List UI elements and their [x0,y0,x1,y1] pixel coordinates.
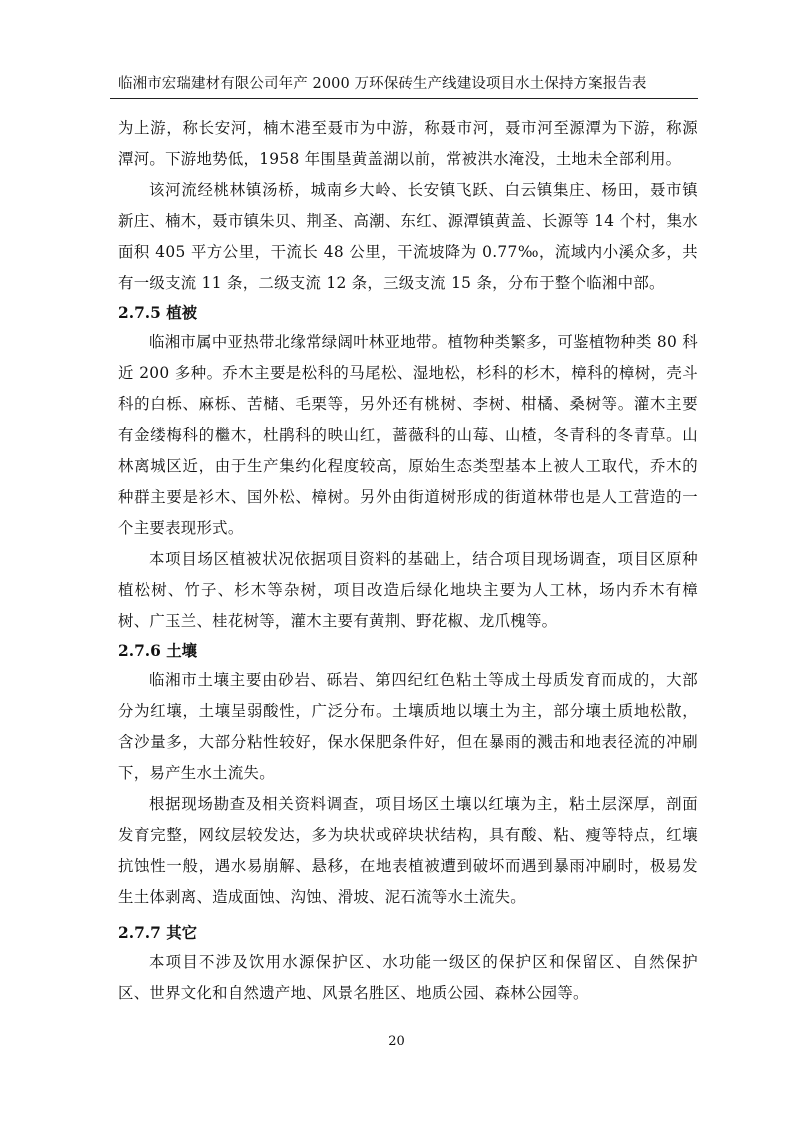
page-number: 20 [388,1034,405,1049]
paragraph-soil-regional: 临湘市土壤主要由砂岩、砾岩、第四纪红色粘土等成土母质发育而成的，大部分为红壤，土壤呈弱酸性，广泛分布。土壤质地以壤土为主，部分壤土质地松散，含沙量多，大部分粘性较好，保水保肥条件好，但在暴雨的溅击和地表径流的冲刷下，易产生水土流失。 [118,671,698,782]
paragraph-river-continued: 为上游，称长安河，楠木港至聂市为中游，称聂市河，聂市河至源潭为下游，称源潭河。下游地势低，1958 年围垦黄盖湖以前，常被洪水淹没，土地未全部利用。 [118,119,698,168]
section-heading-soil: 2.7.6 土壤 [118,642,197,660]
paragraph-vegetation-site: 本项目场区植被状况依据项目资料的基础上，结合项目现场调查，项目区原种植松树、竹子、杉木等杂树，项目改造后绿化地块主要为人工林，场内乔木有樟树、广玉兰、桂花树等，灌木主要有黄荆、野花椒、龙爪槐等。 [118,550,698,630]
section-heading-vegetation: 2.7.5 植被 [118,304,197,322]
document-body [118,113,698,1009]
paragraph-soil-site: 根据现场勘查及相关资料调查，项目场区土壤以红壤为主，粘土层深厚，剖面发育完整，网纹层较发达，多为块状或碎块状结构，具有酸、粘、瘦等特点，红壤抗蚀性一般，遇水易崩解、悬移，在地表植被遭到破坏而遇到暴雨冲刷时，极易发生土体剥离、造成面蚀、沟蚀、滑坡、泥石流等水土流失。 [118,795,698,906]
paragraph-other: 本项目不涉及饮用水源保护区、水功能一级区的保护区和保留区、自然保护区、世界文化和自然遗产地、风景名胜区、地质公园、森林公园等。 [118,953,698,1002]
paragraph-river-basin: 该河流经桃林镇汤桥，城南乡大岭、长安镇飞跃、白云镇集庄、杨田，聂市镇新庄、楠木，聂市镇朱贝、荆圣、高潮、东红、源潭镇黄盖、长源等 14 个村，集水面积 405 平方公里，干流长 48 公里，干流坡降为 0.77‰，流域内小溪众多，共有一级支流 11 条，二级支流 12 条，三级支流 15 条，分布于整个临湘中部。 [118,181,698,292]
running-header: 临湘市宏瑞建材有限公司年产 2000 万环保砖生产线建设项目水土保持方案报告表 [118,76,647,92]
header-divider [110,98,698,99]
section-heading-other: 2.7.7 其它 [118,924,197,942]
paragraph-vegetation-regional: 临湘市属中亚热带北缘常绿阔叶林亚地带。植物种类繁多，可鉴植物种类 80 科近 200 多种。乔木主要是松科的马尾松、湿地松，杉科的杉木，樟科的樟树，壳斗科的白栎、麻栎、苦槠、毛栗等，另外还有桃树、李树、柑橘、桑树等。灌木主要有金缕梅科的檵木，杜鹃科的映山红，蔷薇科的山莓、山楂，冬青科的冬青草。山林离城区近，由于生产集约化程度较高，原始生态类型基本上被人工取代，乔木的种群主要是衫木、国外松、樟树。另外由街道树形成的街道林带也是人工营造的一个主要表现形式。 [118,333,698,537]
